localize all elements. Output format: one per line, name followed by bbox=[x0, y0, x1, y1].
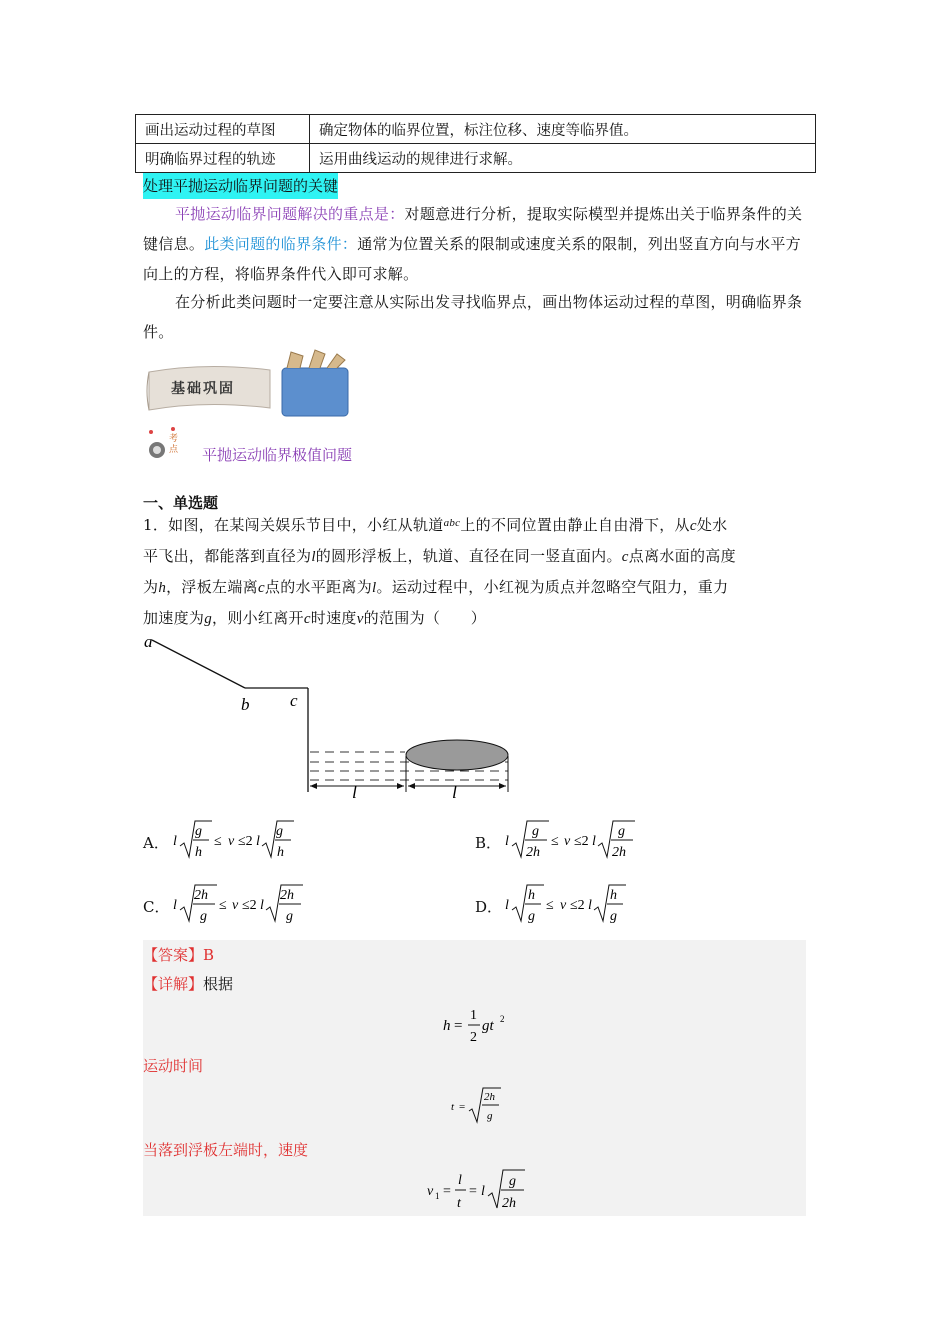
svg-text:≤2: ≤2 bbox=[574, 834, 589, 849]
var-c: c bbox=[257, 580, 265, 596]
eq-frac-num: 1 bbox=[470, 1008, 477, 1023]
eq-exp: 2 bbox=[500, 1014, 505, 1024]
track-figure bbox=[140, 628, 540, 808]
svg-text:l: l bbox=[592, 834, 596, 849]
question-line bbox=[143, 508, 813, 541]
answer-value: B bbox=[203, 946, 215, 964]
question-text: 处水 bbox=[696, 516, 728, 534]
opt-den: h bbox=[277, 845, 284, 860]
opt-den: 2h bbox=[526, 845, 540, 860]
paragraph-key-points bbox=[143, 199, 813, 289]
question-text: 的圆形浮板上，轨道、直径在同一竖直面内。 bbox=[315, 547, 622, 565]
option-formula bbox=[503, 818, 673, 864]
answer-block bbox=[143, 940, 806, 1216]
opt-num: h bbox=[610, 888, 617, 903]
paragraph-analysis: 在分析此类问题时一定要注意从实际出发寻找临界点，画出物体运动过程的草图，明确临界条件。 bbox=[143, 293, 803, 341]
banner-title: 基础巩固 bbox=[171, 381, 235, 397]
label-v1: 当落到浮板左端时，速度 bbox=[143, 1141, 309, 1159]
opt-num: 2h bbox=[194, 888, 208, 903]
eq-rhs: gt bbox=[482, 1018, 494, 1034]
svg-text:≤: ≤ bbox=[551, 834, 559, 849]
svg-text:v: v bbox=[560, 898, 567, 913]
label-a: a bbox=[144, 632, 153, 651]
svg-text:=: = bbox=[459, 1101, 466, 1113]
question-text: 点的水平距离为 bbox=[264, 578, 373, 596]
detail-tag: 【详解】 bbox=[143, 975, 204, 993]
option-label: D． bbox=[475, 898, 503, 916]
detail-line bbox=[143, 970, 233, 998]
option-formula bbox=[171, 882, 341, 928]
eq-frac-den: 2 bbox=[470, 1030, 477, 1045]
opt-den: g bbox=[286, 909, 293, 924]
var-l: l bbox=[372, 580, 377, 596]
svg-text:l: l bbox=[588, 898, 592, 913]
answer-tag: 【答案】 bbox=[143, 946, 204, 964]
var-h: h bbox=[158, 580, 167, 596]
equation-v1 bbox=[425, 1166, 545, 1216]
question-text: 上的不同位置由静止自由滑下，从 bbox=[460, 516, 690, 534]
table-cell: 运用曲线运动的规律进行求解。 bbox=[310, 144, 816, 173]
var-l: l bbox=[311, 549, 316, 565]
opt-den: h bbox=[195, 845, 202, 860]
table-cell: 画出运动过程的草图 bbox=[136, 115, 310, 144]
svg-text:=: = bbox=[454, 1018, 463, 1034]
opt-den: g bbox=[200, 909, 207, 924]
svg-text:≤2: ≤2 bbox=[238, 834, 253, 849]
question-1 bbox=[143, 508, 813, 634]
option-formula bbox=[503, 882, 663, 928]
kaodian-icon bbox=[143, 426, 183, 466]
table-cell: 明确临界过程的轨迹 bbox=[136, 144, 310, 173]
option-label: C． bbox=[143, 898, 170, 916]
opt-den: g bbox=[610, 909, 617, 924]
opt-num: h bbox=[528, 888, 535, 903]
label-c: c bbox=[290, 691, 298, 710]
svg-text:l: l bbox=[505, 898, 509, 913]
question-text: 如图，在某闯关娱乐节目中，小红从轨道 bbox=[168, 516, 444, 534]
opt-num: 2h bbox=[280, 888, 294, 903]
svg-text:≤2: ≤2 bbox=[570, 898, 585, 913]
question-text: 。运动过程中，小红视为质点并忽略空气阻力，重力 bbox=[376, 578, 729, 596]
svg-text:v: v bbox=[228, 834, 235, 849]
kaodian-title: 平抛运动临界极值问题 bbox=[202, 446, 353, 464]
var-v: v bbox=[356, 611, 364, 627]
eq-lhs: t bbox=[451, 1101, 455, 1113]
var-abc: abc bbox=[443, 517, 461, 529]
para-text: 对题意进行分析，提取实际模型并提炼出关于临界条件的关键信息。 bbox=[143, 205, 803, 253]
var-c: c bbox=[689, 518, 697, 534]
eq-num: 2h bbox=[484, 1091, 495, 1103]
option-label: A． bbox=[143, 834, 169, 852]
svg-text:l: l bbox=[505, 834, 509, 849]
question-number: 1． bbox=[143, 516, 169, 534]
question-text: 点离水面的高度 bbox=[628, 547, 736, 565]
para-text-2: 通常为位置关系的限制或速度关系的限制，列出竖直方向与水平方向上的方程，将临界条件代入即可求解。 bbox=[143, 235, 801, 283]
var-c: c bbox=[303, 611, 311, 627]
label-b: b bbox=[241, 695, 250, 714]
question-text: 时速度 bbox=[310, 609, 357, 627]
svg-text:l: l bbox=[260, 898, 264, 913]
option-label: B． bbox=[475, 834, 502, 852]
eq-lhs: h bbox=[443, 1018, 451, 1034]
kaodian-label: 考点 bbox=[169, 434, 179, 455]
question-line bbox=[143, 572, 813, 603]
key-heading: 处理平抛运动临界问题的关键 bbox=[143, 173, 338, 199]
option-formula bbox=[171, 818, 331, 864]
opt-num: g bbox=[532, 824, 539, 839]
opt-num: g bbox=[195, 824, 202, 839]
detail-text: 根据 bbox=[203, 975, 234, 993]
table-row bbox=[136, 115, 816, 144]
banner-basic-consolidation bbox=[145, 348, 355, 418]
eq-sub: 1 bbox=[435, 1191, 440, 1201]
svg-text:≤2: ≤2 bbox=[242, 898, 257, 913]
method-table bbox=[135, 114, 816, 173]
opt-den: g bbox=[528, 909, 535, 924]
answer-line bbox=[143, 941, 214, 969]
table-row bbox=[136, 144, 816, 173]
svg-text:=: = bbox=[469, 1184, 477, 1199]
eq-num: g bbox=[509, 1174, 516, 1189]
svg-text:≤: ≤ bbox=[219, 898, 227, 913]
svg-text:≤: ≤ bbox=[546, 898, 554, 913]
svg-text:=: = bbox=[443, 1184, 451, 1199]
eq-den: t bbox=[457, 1196, 461, 1211]
question-line bbox=[143, 541, 813, 572]
question-text: ，则小红离开 bbox=[212, 609, 304, 627]
para-lead: 平抛运动临界问题解决的重点是： bbox=[175, 205, 405, 223]
question-text: 平飞出，都能落到直径为 bbox=[143, 547, 312, 565]
para-lead-2: 此类问题的临界条件： bbox=[204, 235, 358, 253]
label-l-right: l bbox=[452, 782, 458, 802]
label-time: 运动时间 bbox=[143, 1057, 204, 1075]
svg-text:≤: ≤ bbox=[214, 834, 222, 849]
question-text: ，浮板左端离 bbox=[166, 578, 258, 596]
eq-num: l bbox=[458, 1173, 462, 1188]
eq-den: 2h bbox=[502, 1196, 516, 1211]
eq-lhs: v bbox=[427, 1184, 434, 1199]
eq-den: g bbox=[487, 1110, 493, 1122]
svg-text:v: v bbox=[564, 834, 571, 849]
svg-text:l: l bbox=[173, 898, 177, 913]
opt-num: g bbox=[276, 824, 283, 839]
svg-text:l: l bbox=[173, 834, 177, 849]
question-text: 为 bbox=[143, 578, 159, 596]
opt-num: g bbox=[618, 824, 625, 839]
table-cell: 确定物体的临界位置，标注位移、速度等临界值。 bbox=[310, 115, 816, 144]
svg-text:v: v bbox=[232, 898, 239, 913]
question-text: 加速度为 bbox=[143, 609, 205, 627]
var-g: g bbox=[204, 611, 213, 627]
equation-h bbox=[441, 1002, 521, 1048]
label-l-left: l bbox=[352, 782, 358, 802]
opt-den: 2h bbox=[612, 845, 626, 860]
section-title: 一、单选题 bbox=[143, 494, 219, 512]
eq-mid: l bbox=[481, 1184, 485, 1199]
svg-text:l: l bbox=[256, 834, 260, 849]
var-c: c bbox=[621, 549, 629, 565]
question-text: 的范围为（ ） bbox=[363, 609, 487, 627]
equation-t bbox=[449, 1084, 519, 1130]
